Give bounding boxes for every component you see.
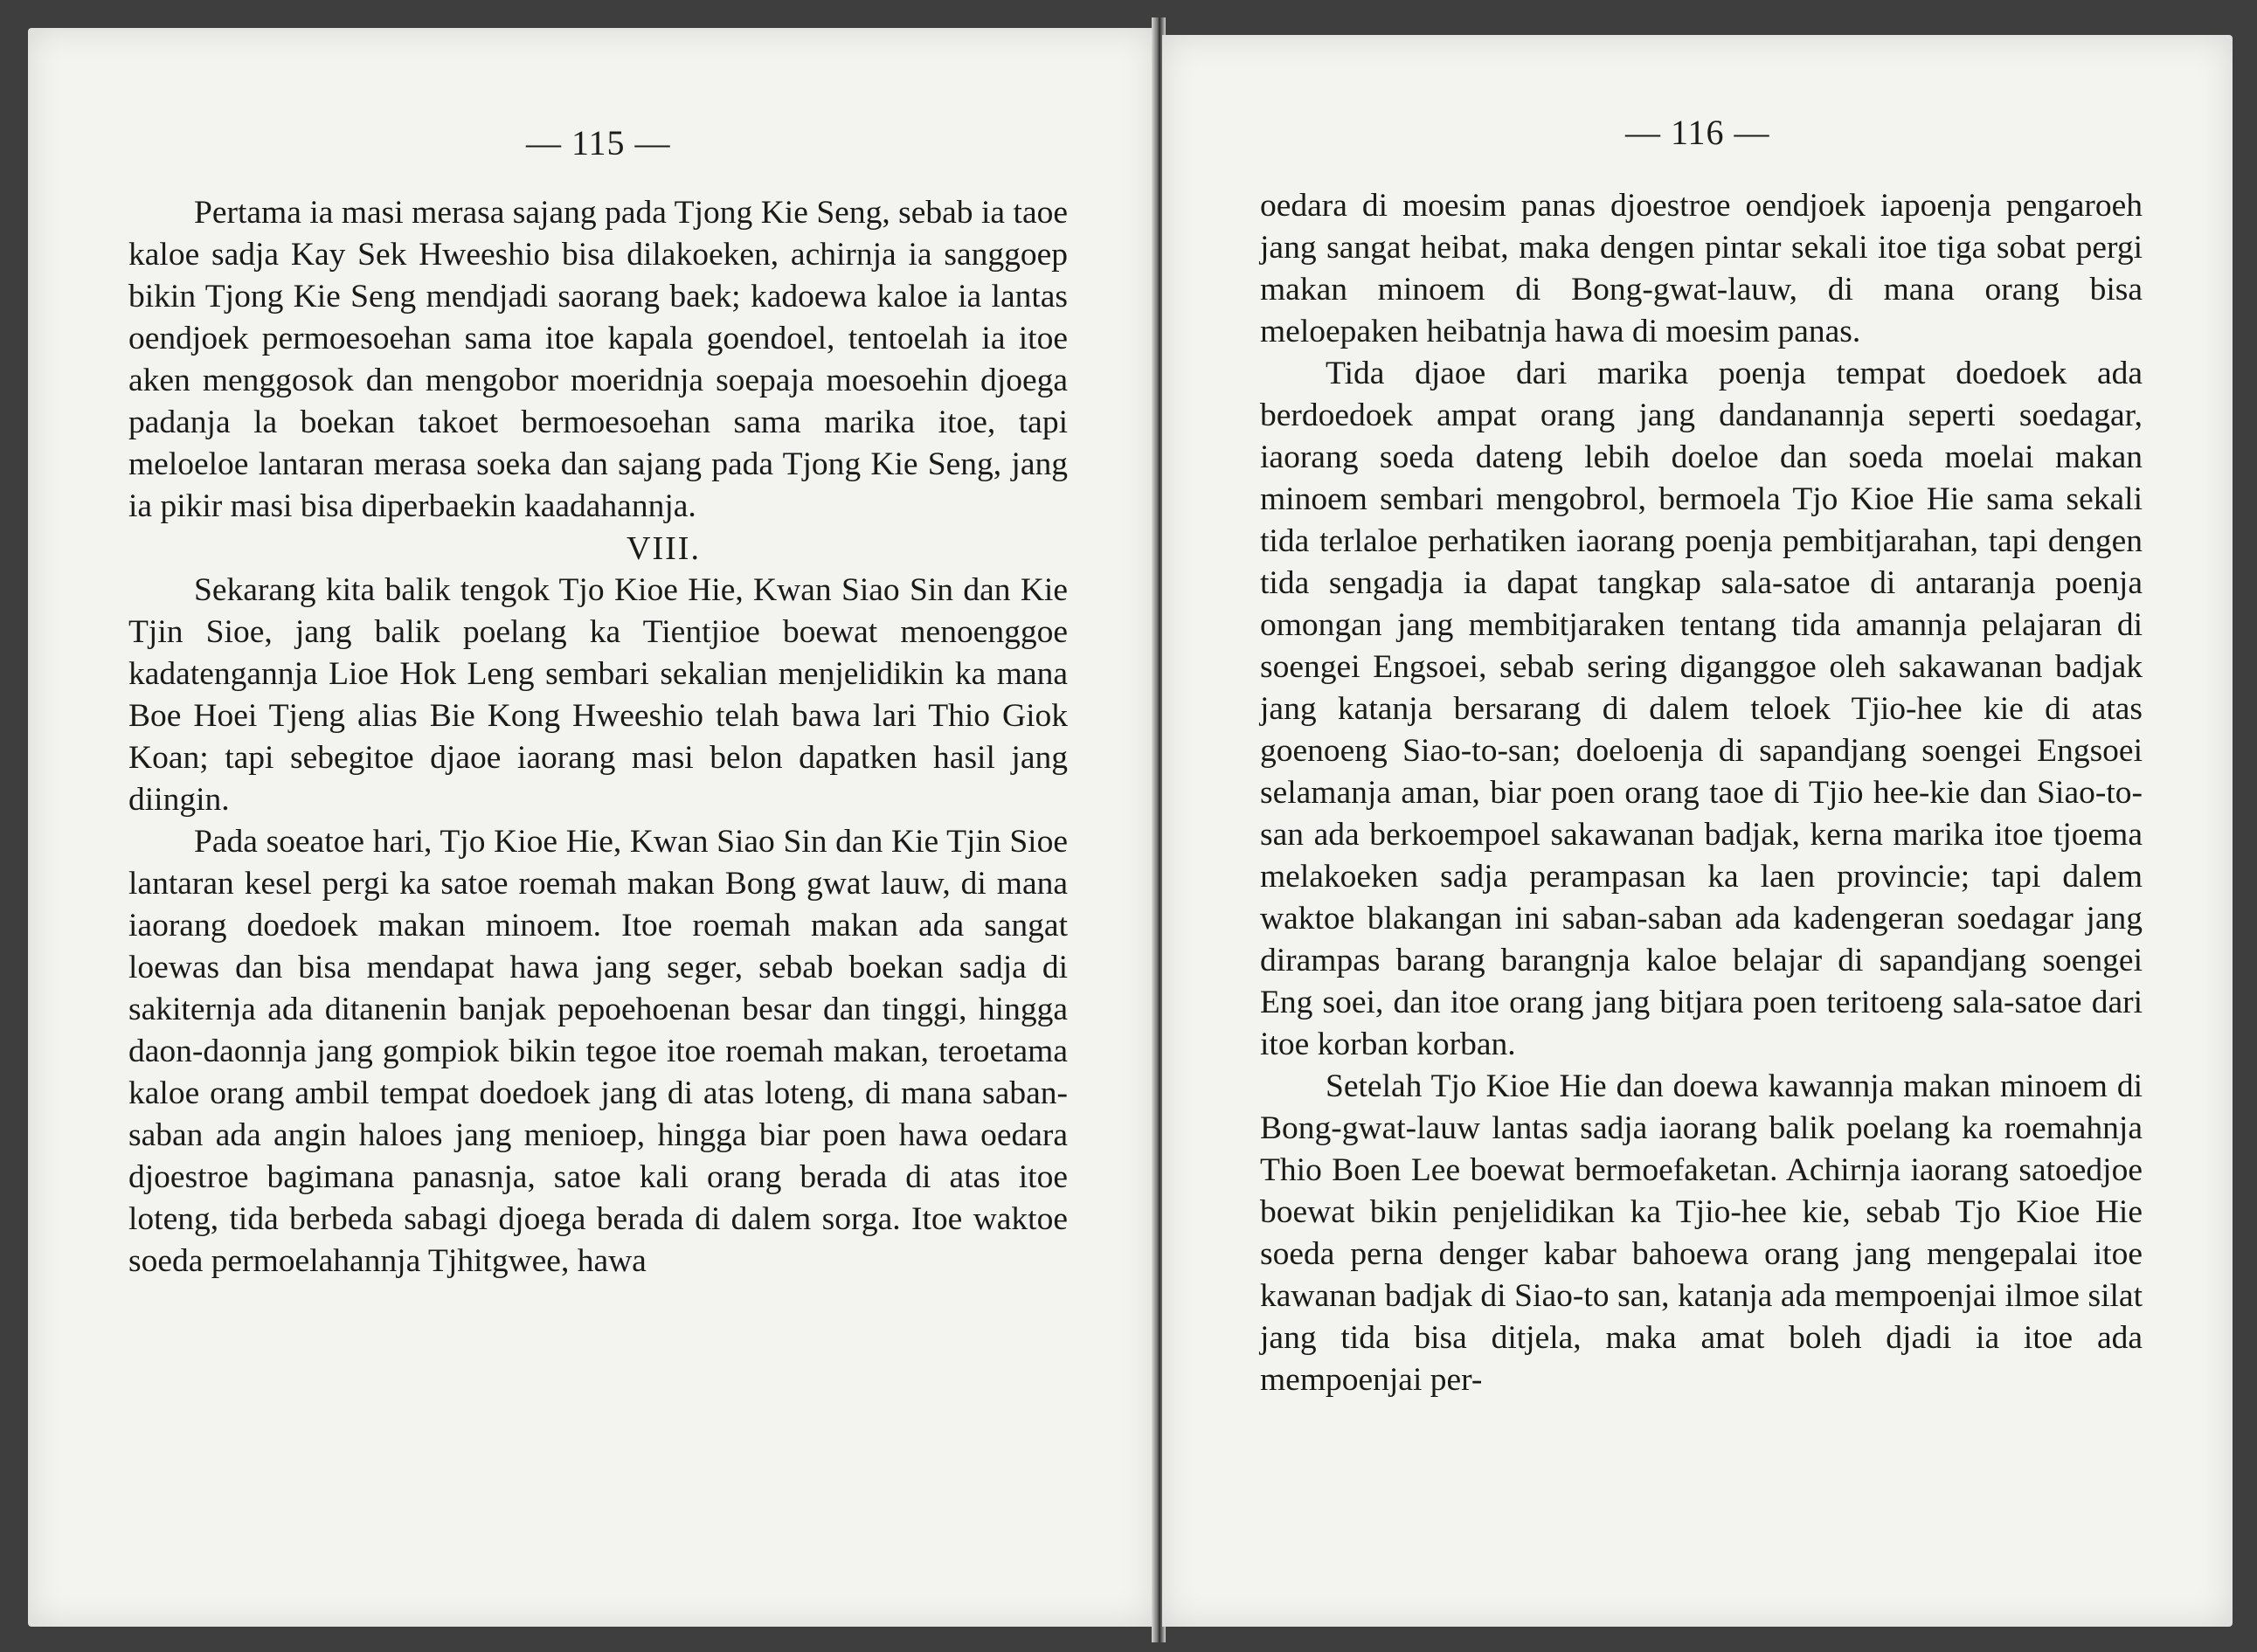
right-page [1162,35,2233,1627]
left-page-text [128,192,1068,1282]
page-number-left: — 115 — [526,123,671,162]
paragraph: Pada soeatoe hari, Tjo Kioe Hie, Kwan Siao Sin dan Kie Tjin Sioe lantaran kesel pergi ka satoe roemah makan Bong gwat lauw, di mana iaorang doedoek makan minoem. Itoe roemah makan ada sangat loewas dan bisa mendapat hawa jang seger, sebab boekan sadja di sakiternja ada ditanenin banjak pepoehoenan besar dan tinggi, hingga daon-daonnja jang gompiok bikin tegoe itoe roemah makan, teroetama kaloe orang ambil tempat doedoek jang di atas loteng, di mana saban-saban ada angin haloes jang menioep, hingga biar poen hawa oedara djoestroe bagimana panasnja, satoe kali orang berada di atas itoe loteng, tida berbeda sabagi djoega berada di dalem sorga. Itoe waktoe soeda permoelahannja Tjhitgwee, hawa [128,824,1068,1279]
paragraph: Pertama ia masi merasa sajang pada Tjong Kie Seng, sebab ia taoe kaloe sadja Kay Sek Hweeshio bisa dilakoeken, achirnja ia sanggoep bikin Tjong Kie Seng mendjadi saorang baek; kadoewa kaloe ia lantas oendjoek permoesoehan sama itoe kapala goendoel, tentoelah ia itoe aken menggosok dan mengobor moeridnja soepaja moesoehin djoega padanja la boekan takoet bermoesoehan sama marika itoe, tapi meloeloe lantaran merasa soeka dan sajang pada Tjong Kie Seng, jang ia pikir masi bisa diperbaekin kaadahannja. [128,195,1068,524]
right-page-text [1260,185,2143,1401]
paragraph: Setelah Tjo Kioe Hie dan doewa kawannja makan minoem di Bong-gwat-lauw lantas sadja iaorang balik poelang ka roemahnja Thio Boen Lee boewat bermoefaketan. Achirnja iaorang satoedjoe boewat bikin penjelidikan ka Tjio-hee kie, sebab Tjo Kioe Hie soeda perna denger kabar bahoewa orang jang mengepalai itoe kawanan badjak di Siao-to san, katanja ada mempoenjai ilmoe silat jang tida bisa ditjela, maka amat boleh djadi ia itoe ada mempoenjai per- [1260,1068,2143,1398]
paragraph: oedara di moesim panas djoestroe oendjoek iapoenja pengaroeh jang sangat heibat, maka dengen pintar sekali itoe tiga sobat pergi makan minoem di Bong-gwat-lauw, di mana orang bisa meloepaken heibatnja hawa di moesim panas. [1260,188,2143,349]
page-number-right: — 116 — [1625,113,1770,152]
paragraph: Sekarang kita balik tengok Tjo Kioe Hie, Kwan Siao Sin dan Kie Tjin Sioe, jang balik poelang ka Tientjioe boewat menoenggoe kadatengannja Lioe Hok Leng sembari sekalian menjelidikin ka mana Boe Hoei Tjeng alias Bie Kong Hweeshio telah bawa lari Thio Giok Koan; tapi sebegitoe djaoe iaorang masi belon dapatken hasil jang diingin. [128,572,1068,818]
left-page [28,28,1155,1627]
paragraph: Tida djaoe dari marika poenja tempat doedoek ada berdoedoek ampat orang jang dandanannja seperti soedagar, iaorang soeda dateng lebih doeloe dan soeda moelai makan minoem sembari mengobrol, bermoela Tjo Kioe Hie sama sekali tida terlaloe perhatiken iaorang poenja pembitjarahan, tapi dengen tida sengadja ia dapat tangkap sala-satoe di antaranja poenja omongan jang membitjaraken tentang tida amannja pelajaran di soengei Engsoei, sebab sering diganggoe oleh sakawanan badjak jang katanja bersarang di dalem teloek Tjio-hee kie di atas goenoeng Siao-to-san; doeloenja di sapandjang soengei Engsoei selamanja aman, biar poen orang taoe di Tjio hee-kie dan Siao-to-san ada berkoempoel sakawanan badjak, kerna marika itoe tjoema melakoeken sadja perampasan ka laen provincie; tapi dalem waktoe blakangan ini saban-saban ada kadengeran soedagar jang dirampas barang barangnja kaloe belajar di sapandjang soengei Eng soei, dan itoe orang jang bitjara poen teritoeng sala-satoe dari itoe korban korban. [1260,356,2143,1062]
chapter-heading: VIII. [627,530,701,567]
